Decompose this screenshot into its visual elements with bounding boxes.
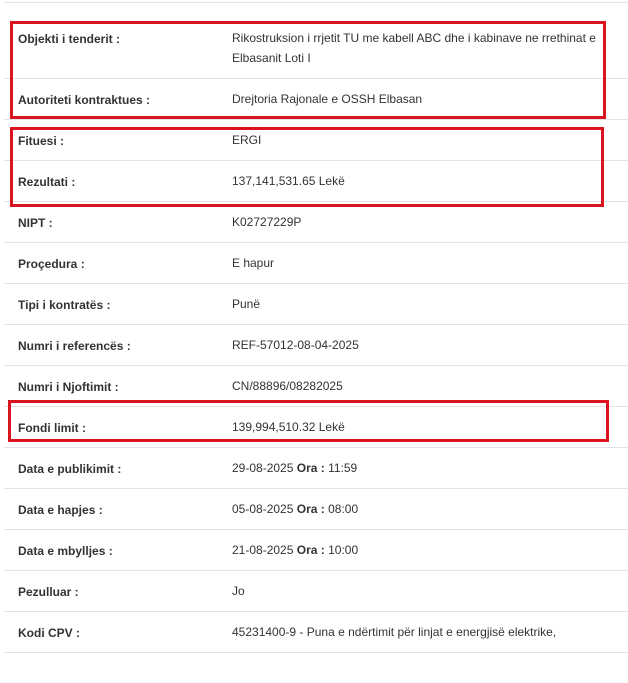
value-nipt: K02727229P [232, 215, 302, 229]
label-referenca: Numri i referencës : [18, 339, 131, 353]
label-nipt: NIPT : [18, 216, 53, 230]
time-publikimi: 11:59 [328, 461, 358, 475]
label-rezultati: Rezultati : [18, 175, 76, 189]
date-mbyllja: 21-08-2025 [232, 543, 294, 557]
label-fondi: Fondi limit : [18, 421, 86, 435]
label-objekti: Objekti i tenderit : [18, 32, 121, 46]
row-referenca [4, 325, 628, 366]
date-publikimi: 29-08-2025 [232, 461, 294, 475]
row-cpv [4, 612, 628, 653]
time-hapja: 08:00 [328, 502, 359, 516]
time-mbyllja: 10:00 [328, 543, 359, 557]
row-mbyllja [4, 530, 628, 571]
label-hapja: Data e hapjes : [18, 503, 103, 517]
value-objekti: Rikostruksion i rrjetit TU me kabell ABC dhe i kabinave ne rrethinat e Elbasanit Loti I [232, 31, 596, 65]
value-cpv: 45231400-9 - Puna e ndërtimit për linjat e energjisë elektrike, [232, 625, 557, 639]
value-fituesi: ERGI [232, 133, 262, 147]
row-procedura [4, 243, 628, 284]
label-njoftimi: Numri i Njoftimit : [18, 380, 119, 394]
ora-label-mbyllja: Ora : [296, 543, 325, 557]
value-referenca: REF-57012-08-04-2025 [232, 338, 359, 352]
row-fituesi [4, 120, 628, 161]
label-fituesi: Fituesi : [18, 134, 65, 148]
label-pezulluar: Pezulluar : [18, 585, 79, 599]
row-objekti [4, 18, 628, 79]
value-fondi: 139,994,510.32 Lekë [232, 420, 345, 434]
row-publikimi [4, 448, 628, 489]
value-hapja [232, 499, 612, 519]
row-pezulluar [4, 571, 628, 612]
row-nipt [4, 202, 628, 243]
row-fondi [4, 407, 628, 448]
label-autoriteti: Autoriteti kontraktues : [18, 93, 151, 107]
value-procedura: E hapur [232, 256, 275, 270]
ora-label-publikimi: Ora : [296, 461, 325, 475]
row-rezultati [4, 161, 628, 202]
value-autoriteti: Drejtoria Rajonale e OSSH Elbasan [232, 92, 423, 106]
label-procedura: Proçedura : [18, 257, 85, 271]
row-njoftimi [4, 366, 628, 407]
date-hapja: 05-08-2025 [232, 502, 294, 516]
value-njoftimi: CN/88896/08282025 [232, 379, 343, 393]
value-tipi: Punë [232, 297, 261, 311]
value-rezultati: 137,141,531.65 Lekë [232, 174, 345, 188]
value-publikimi [232, 458, 612, 478]
label-cpv: Kodi CPV : [18, 626, 80, 640]
row-autoriteti [4, 79, 628, 120]
label-tipi: Tipi i kontratës : [18, 298, 111, 312]
value-mbyllja [232, 540, 612, 560]
label-publikimi: Data e publikimit : [18, 462, 122, 476]
top-divider [4, 2, 628, 3]
row-hapja [4, 489, 628, 530]
ora-label-hapja: Ora : [296, 502, 325, 516]
value-pezulluar: Jo [232, 584, 245, 598]
label-mbyllja: Data e mbylljes : [18, 544, 113, 558]
row-tipi [4, 284, 628, 325]
